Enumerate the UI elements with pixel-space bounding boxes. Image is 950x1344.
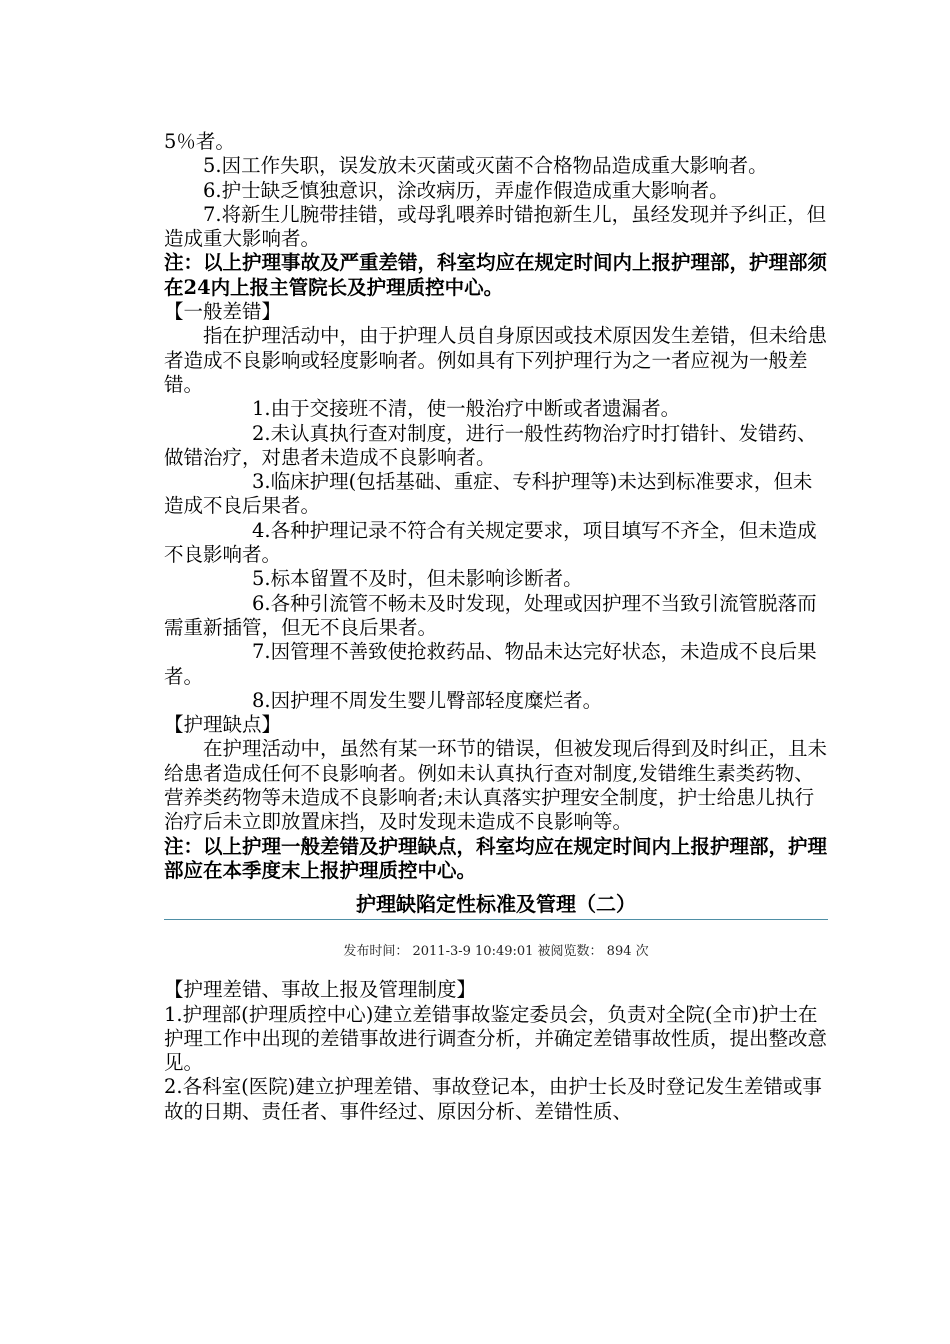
- paragraph: 6.各种引流管不畅未及时发现，处理或因护理不当致引流管脱落而需重新插管，但无不良后果者。: [164, 591, 817, 639]
- paragraph: 注：以上护理一般差错及护理缺点，科室均应在规定时间内上报护理部，护理部应在本季度末上报护理质控中心。: [164, 834, 828, 882]
- paragraph: 1.护理部(护理质控中心)建立差错事故鉴定委员会，负责对全院(全市)护士在护理工作中出现的差错事故进行调查分析，并确定差错事故性质，提出整改意见。: [164, 1002, 828, 1075]
- paragraph: 【一般差错】: [164, 300, 282, 324]
- paragraph: 7.因管理不善致使抢救药品、物品未达完好状态，未造成不良后果者。: [164, 640, 817, 688]
- section-reporting-rules: [164, 978, 828, 1124]
- article-title: 护理缺陷定性标准及管理（二）: [356, 892, 636, 917]
- article-meta: 发布时间： 2011-3-9 10:49:01 被阅览数： 894 次: [343, 944, 649, 960]
- paragraph: 5.标本留置不及时，但未影响诊断者。: [252, 567, 583, 591]
- paragraph: 【护理缺点】: [164, 713, 282, 737]
- paragraph: 2.未认真执行查对制度，进行一般性药物治疗时打错针、发错药、做错治疗，对患者未造成不良影响者。: [164, 421, 817, 469]
- paragraph: 3.临床护理(包括基础、重症、专科护理等)未达到标准要求，但未造成不良后果者。: [164, 470, 813, 518]
- paragraph: 2.各科室(医院)建立护理差错、事故登记本，由护士长及时登记发生差错或事故的日期、责任者、事件经过、原因分析、差错性质、: [164, 1075, 822, 1123]
- paragraph: 【护理差错、事故上报及管理制度】: [164, 978, 477, 1002]
- paragraph: 1.由于交接班不清，使一般治疗中断或者遗漏者。: [252, 397, 681, 421]
- section-defects-part1: [164, 130, 828, 883]
- paragraph: 指在护理活动中，由于护理人员自身原因或技术原因发生差错，但未给患者造成不良影响或轻度影响者。例如具有下列护理行为之一者应视为一般差错。: [164, 324, 828, 396]
- paragraph: 注：以上护理事故及严重差错，科室均应在规定时间内上报护理部，护理部须在24内上报主管院长及护理质控中心。: [164, 251, 828, 299]
- paragraph: 7.将新生儿腕带挂错，或母乳喂养时错抱新生儿，虽经发现并予纠正，但造成重大影响者。: [164, 202, 827, 251]
- paragraph: 5％者。: [164, 130, 235, 153]
- paragraph: 8.因护理不周发生婴儿臀部轻度糜烂者。: [252, 688, 603, 712]
- document-body: [164, 130, 828, 1124]
- paragraph: 4.各种护理记录不符合有关规定要求，项目填写不齐全，但未造成不良影响者。: [164, 518, 817, 567]
- paragraph: 6.护士缺乏慎独意识，涂改病历，弄虚作假造成重大影响者。: [203, 178, 729, 202]
- paragraph: 在护理活动中，虽然有某一环节的错误，但被发现后得到及时纠正，且未给患者造成任何不良影响者。例如未认真执行查对制度,发错维生素类药物、营养类药物等未造成不良影响者;未认真落实护理安全制度，护士给患儿执行治疗后未立即放置床挡，及时发现未造成不良影响等。: [164, 737, 828, 834]
- paragraph: 5.因工作失职，误发放未灭菌或灭菌不合格物品造成重大影响者。: [203, 154, 768, 178]
